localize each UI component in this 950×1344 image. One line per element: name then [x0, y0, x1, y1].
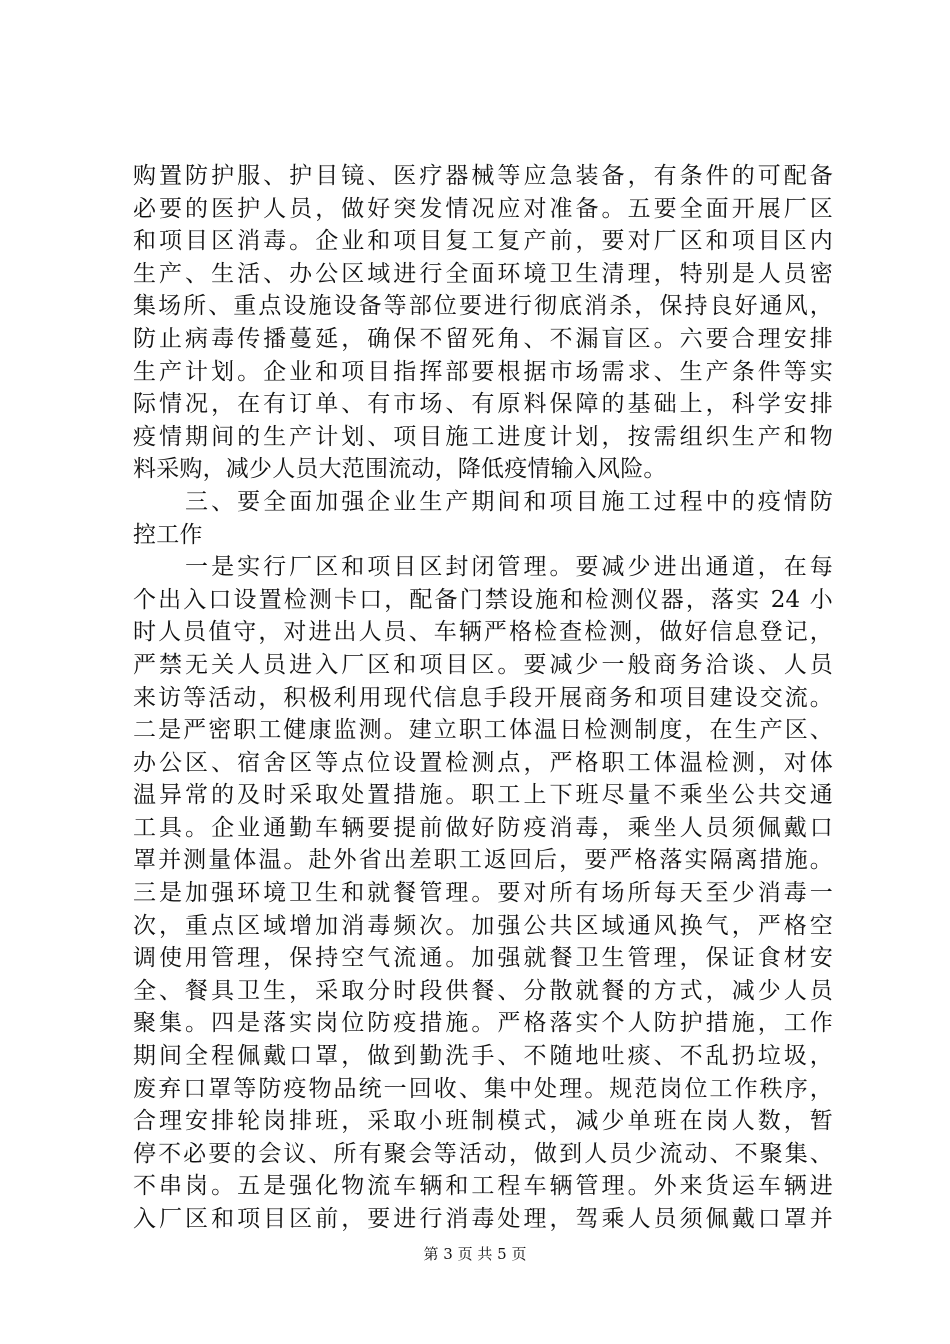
- text-line: 不串岗。五是强化物流车辆和工程车辆管理。外来货运车辆进: [133, 1173, 833, 1200]
- text-line: 时人员值守，对进出人员、车辆严格检查检测，做好信息登记，: [133, 619, 833, 646]
- text-line: 停不必要的会议、所有聚会等活动，做到人员少流动、不聚集、: [133, 1140, 833, 1167]
- text-line: 工具。企业通勤车辆要提前做好防疫消毒，乘坐人员须佩戴口: [133, 814, 833, 841]
- text-line: 购置防护服、护目镜、医疗器械等应急装备，有条件的可配备: [133, 163, 833, 189]
- text-line: 次，重点区域增加消毒频次。加强公共区域通风换气，严格空: [133, 912, 833, 939]
- text-line: 聚集。四是落实岗位防疫措施。严格落实个人防护措施，工作: [133, 1010, 833, 1037]
- text-line: 防止病毒传播蔓延，确保不留死角、不漏盲区。六要合理安排: [133, 325, 833, 352]
- text-line: 调使用管理，保持空气流通。加强就餐卫生管理，保证食材安: [133, 945, 833, 972]
- text-line: 期间全程佩戴口罩，做到勤洗手、不随地吐痰、不乱扔垃圾，: [133, 1043, 833, 1070]
- text-line: 合理安排轮岗排班，采取小班制模式，减少单班在岗人数，暂: [133, 1108, 833, 1135]
- text-line: 际情况，在有订单、有市场、有原料保障的基础上，科学安排: [133, 391, 833, 418]
- text-line: 和项目区消毒。企业和项目复工复产前，要对厂区和项目区内: [133, 228, 833, 255]
- text-line: 温异常的及时采取处置措施。职工上下班尽量不乘坐公共交通: [133, 782, 833, 809]
- text-line: 三、要全面加强企业生产期间和项目施工过程中的疫情防: [133, 488, 833, 515]
- text-line: 办公区、宿舍区等点位设置检测点，严格职工体温检测，对体: [133, 749, 833, 776]
- text-line: 集场所、重点设施设备等部位要进行彻底消杀，保持良好通风，: [133, 293, 833, 320]
- document-body: [133, 160, 833, 1236]
- text-line: 必要的医护人员，做好突发情况应对准备。五要全面开展厂区: [133, 195, 833, 222]
- text-line: 来访等活动，积极利用现代信息手段开展商务和项目建设交流。: [133, 684, 833, 711]
- text-line: 入厂区和项目区前，要进行消毒处理，驾乘人员须佩戴口罩并: [133, 1206, 833, 1232]
- text-line: 全、餐具卫生，采取分时段供餐、分散就餐的方式，减少人员: [133, 977, 833, 1004]
- text-line: 二是严密职工健康监测。建立职工体温日检测制度，在生产区、: [133, 717, 833, 744]
- text-line: 生产、生活、办公区域进行全面环境卫生清理，特别是人员密: [133, 260, 833, 287]
- text-line: 控工作: [133, 521, 203, 548]
- text-line: 个出入口设置检测卡口，配备门禁设施和检测仪器，落实 24 小: [133, 586, 833, 613]
- text-line: 一是实行厂区和项目区封闭管理。要减少进出通道，在每: [133, 554, 833, 581]
- text-line: 疫情期间的生产计划、项目施工进度计划，按需组织生产和物: [133, 423, 833, 450]
- page-footer: 第 3 页 共 5 页: [423, 1245, 527, 1263]
- text-line: 生产计划。企业和项目指挥部要根据市场需求、生产条件等实: [133, 358, 833, 385]
- text-line: 废弃口罩等防疫物品统一回收、集中处理。规范岗位工作秩序，: [133, 1075, 833, 1102]
- text-line: 罩并测量体温。赴外省出差职工返回后，要严格落实隔离措施。: [133, 847, 833, 874]
- text-line: 料采购，减少人员大范围流动，降低疫情输入风险。: [133, 456, 667, 483]
- text-line: 严禁无关人员进入厂区和项目区。要减少一般商务洽谈、人员: [133, 651, 833, 678]
- text-line: 三是加强环境卫生和就餐管理。要对所有场所每天至少消毒一: [133, 880, 833, 907]
